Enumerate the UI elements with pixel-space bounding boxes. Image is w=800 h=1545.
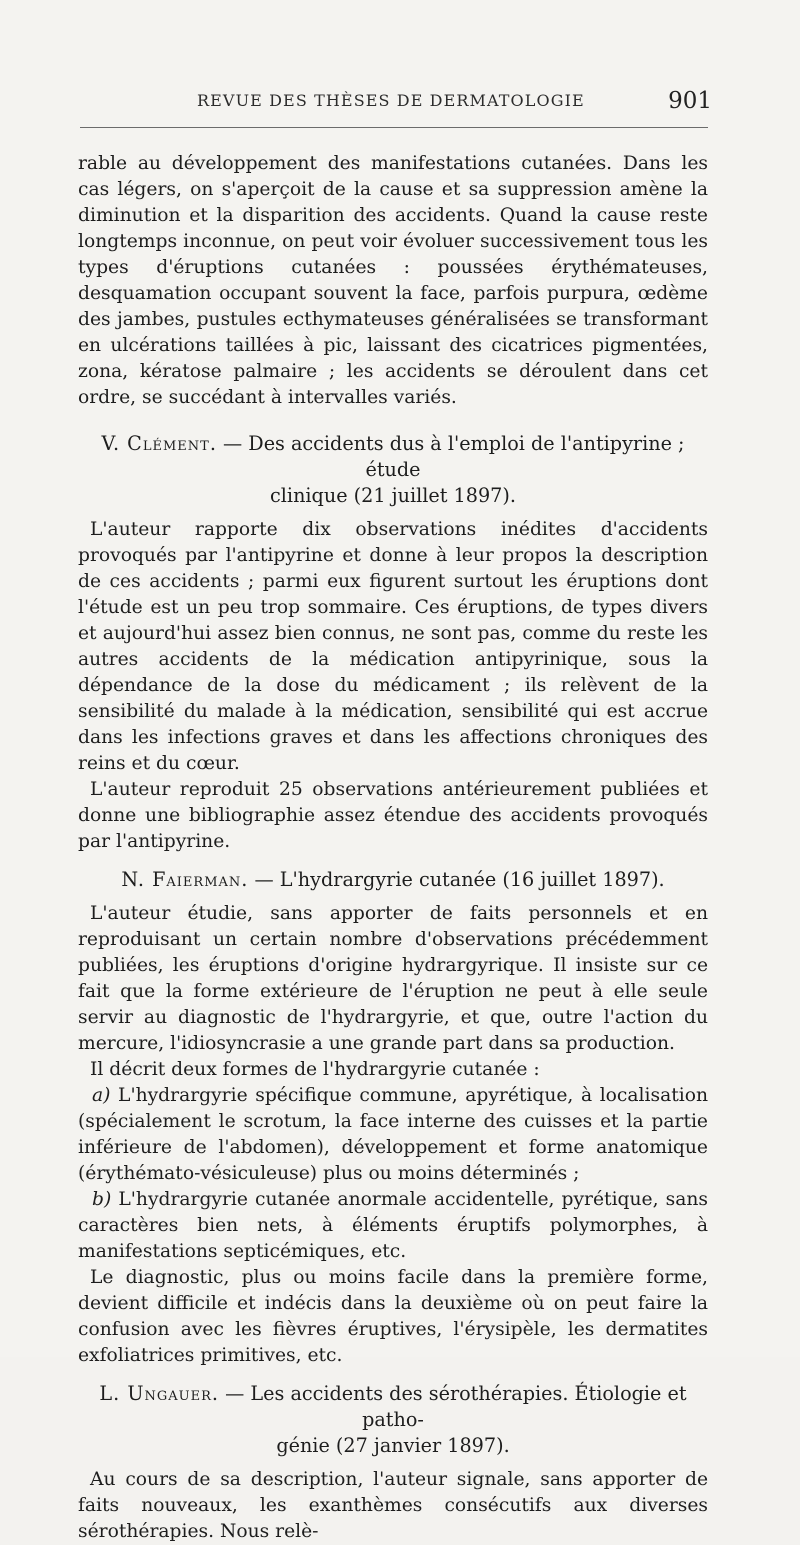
running-title: REVUE DES THÈSES DE DERMATOLOGIE <box>197 91 585 110</box>
spacing <box>78 893 708 901</box>
section-title-line-2: clinique (21 juillet 1897). <box>270 484 516 507</box>
faierman-paragraph-3: Le diagnostic, plus ou moins facile dans la première forme, devient difficile et indécis dans la deuxième où on peut faire la confusion avec les fièvres éruptives, l'érysipèle, les dermatites exfoliatrices primitives, etc. <box>78 1267 708 1366</box>
list-text-a: L'hydrargyrie spécifique commune, apyrétique, à localisation (spécialement le scrotum, la face interne des cuisses et la partie inférieure de l'abdomen), développement et forme anatomique (érythémato-vésiculeuse) plus ou moins déterminés ; <box>78 1085 708 1184</box>
page-number: 901 <box>668 88 712 114</box>
list-text-b: L'hydrargyrie cutanée anormale accidentelle, pyrétique, sans caractères bien nets, à éléments éruptifs polymorphes, à manifestations septicémiques, etc. <box>78 1189 708 1262</box>
running-head <box>80 88 712 118</box>
spacing <box>78 1459 708 1467</box>
section-heading-clement <box>78 431 708 509</box>
section-title-line-1: — Les accidents des sérothérapies. Étiologie et patho- <box>219 1382 687 1431</box>
header-rule <box>80 127 708 128</box>
clement-paragraph-1: L'auteur rapporte dix observations inédites d'accidents provoqués par l'antipyrine et donne à leur propos la description de ces accidents ; parmi eux figurent surtout les éruptions dont l'étude est un peu trop sommaire. Ces éruptions, de types divers et aujourd'hui assez bien connus, ne sont pas, comme du reste les autres accidents de la médication antipyrinique, sous la dépendance de la dose du médicament ; ils relèvent de la sensibilité du malade à la médication, sensibilité qui est accrue dans les infections graves et dans les affections chroniques des reins et du cœur. <box>78 519 708 774</box>
spacing <box>78 509 708 517</box>
faierman-list-item-b <box>78 1187 708 1265</box>
spacing <box>78 411 708 431</box>
author-name: N. Faierman. <box>121 868 249 891</box>
section-heading-ungauer <box>78 1381 708 1459</box>
list-marker-b: b) <box>92 1189 112 1210</box>
author-name: V. Clément. <box>101 432 217 455</box>
spacing <box>78 1369 708 1381</box>
ungauer-paragraph-1: Au cours de sa description, l'auteur signale, sans apporter de faits nouveaux, les exanthèmes consécutifs aux diverses sérothérapies. Nous relè- <box>78 1469 708 1542</box>
section-title-line-1: — Des accidents dus à l'emploi de l'antipyrine ; étude <box>216 432 685 481</box>
clement-paragraph-2: L'auteur reproduit 25 observations antérieurement publiées et donne une bibliographie assez étendue des accidents provoqués par l'antipyrine. <box>78 779 708 852</box>
author-name: L. Ungauer. <box>99 1382 220 1405</box>
section-title-line-2: génie (27 janvier 1897). <box>276 1434 510 1457</box>
faierman-paragraph-1: L'auteur étudie, sans apporter de faits personnels et en reproduisant un certain nombre d'observations précédemment publiées, les éruptions d'origine hydrargyrique. Il insiste sur ce fait que la forme extérieure de l'éruption ne peut à elle seule servir au diagnostic de l'hydrargyrie, et que, outre l'action du mercure, l'idiosyncrasie a une grande part dans sa production. <box>78 903 708 1054</box>
intro-paragraph: rable au développement des manifestations cutanées. Dans les cas légers, on s'aperçoit de la cause et sa suppression amène la diminution et la disparition des accidents. Quand la cause reste longtemps inconnue, on peut voir évoluer successivement tous les types d'éruptions cutanées : poussées érythémateuses, desquamation occupant souvent la face, parfois purpura, œdème des jambes, pustules ecthymateuses généralisées se transformant en ulcérations taillées à pic, laissant des cicatrices pigmentées, zona, kératose palmaire ; les accidents se déroulent dans cet ordre, se succédant à intervalles variés. <box>78 153 708 408</box>
section-heading-faierman <box>78 867 708 893</box>
body-text <box>78 151 708 1545</box>
list-marker-a: a) <box>92 1085 111 1106</box>
faierman-paragraph-2: Il décrit deux formes de l'hydrargyrie cutanée : <box>90 1059 540 1080</box>
spacing <box>78 855 708 867</box>
faierman-list-item-a <box>78 1083 708 1187</box>
section-title: — L'hydrargyrie cutanée (16 juillet 1897). <box>248 868 665 891</box>
